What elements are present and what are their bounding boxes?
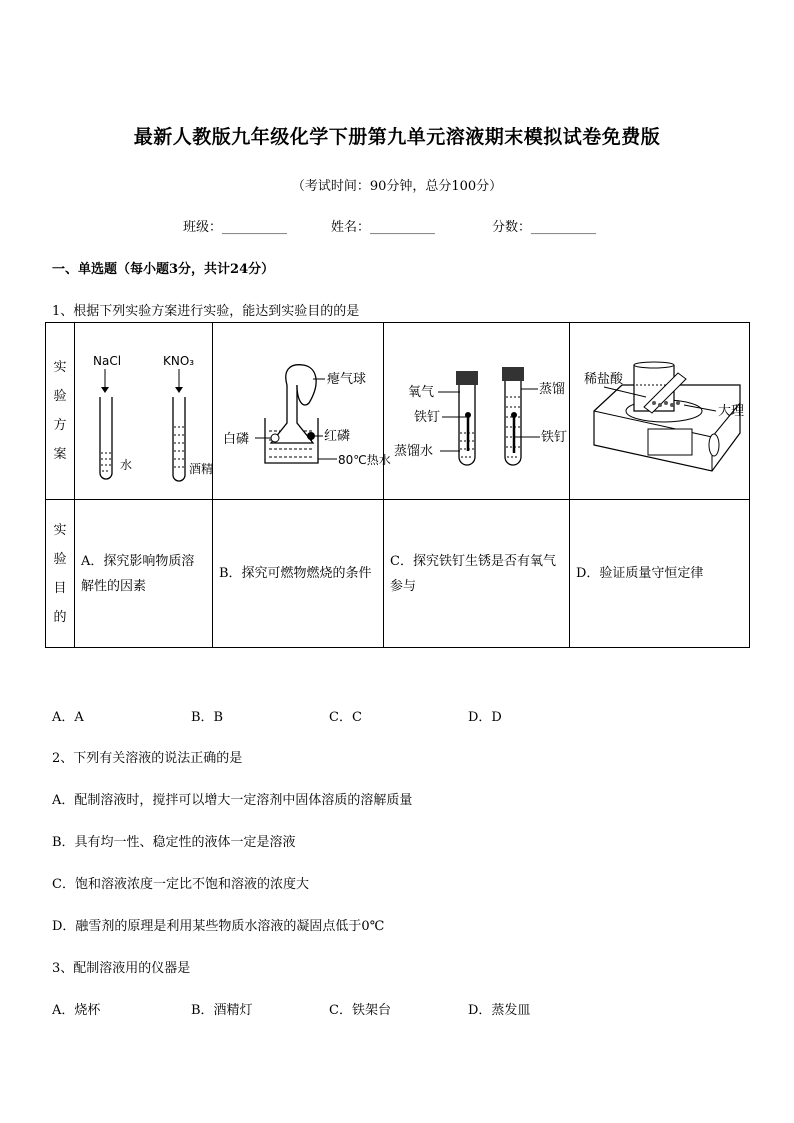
diagram-a-cell: [75, 323, 213, 500]
diagram-b-cell: [213, 323, 391, 500]
acid-label: 稀盐酸: [584, 372, 624, 387]
row-head-char: 验: [53, 389, 67, 404]
class-field: 班级：__________: [183, 220, 288, 235]
hot-water-label: 80℃热水: [338, 453, 391, 467]
purpose-c: C．探究铁钉生锈是否有氧气参与: [384, 500, 570, 648]
test-tube-1: [100, 397, 112, 479]
q1-option-b[interactable]: B．B: [191, 710, 224, 725]
row-head-char: 案: [53, 447, 67, 462]
combustion-diagram: [213, 323, 391, 495]
balance-diagram: [570, 323, 750, 495]
distilled-label: 蒸馏: [539, 382, 566, 397]
balance-knob: [709, 434, 719, 456]
stopper-1: [456, 371, 478, 385]
diagram-d-cell: [570, 323, 750, 500]
kno3-label: KNO₃: [163, 354, 195, 368]
row-head-char: 目: [53, 580, 67, 596]
purpose-d: D．验证质量守恒定律: [570, 500, 750, 648]
diagram-c-cell: [384, 323, 570, 500]
nacl-label: NaCl: [93, 354, 122, 368]
marble-label: 大理: [718, 404, 745, 419]
balance-display: [648, 429, 692, 455]
q2-option-c[interactable]: C．饱和溶液浓度一定比不饱和溶液的浓度大: [52, 877, 309, 892]
q1-option-d[interactable]: D．D: [468, 710, 502, 725]
row-head-char: 验: [53, 551, 67, 567]
distilled-water-label: 蒸馏水: [394, 444, 434, 459]
question-2-stem: 2、下列有关溶液的说法正确的是: [52, 751, 243, 766]
section-heading: 一、单选题（每小题3分，共计24分）: [52, 262, 275, 277]
water-label: 水: [120, 458, 133, 472]
q1-option-c[interactable]: C．C: [329, 710, 362, 725]
q3-option-b[interactable]: B．酒精灯: [191, 1003, 253, 1018]
page-title: 最新人教版九年级化学下册第九单元溶液期末模拟试卷免费版: [133, 126, 661, 148]
q2-option-b[interactable]: B．具有均一性、稳定性的液体一定是溶液: [52, 835, 296, 850]
stopper-2: [502, 367, 524, 381]
q2-option-a[interactable]: A．配制溶液时，搅拌可以增大一定溶剂中固体溶质的溶解质量: [52, 793, 413, 808]
question-1-stem: 1、根据下列实验方案进行实验，能达到实验目的的是: [52, 304, 360, 319]
q3-option-a[interactable]: A．烧杯: [52, 1003, 101, 1018]
row-head-char: 实: [53, 522, 67, 538]
alcohol-label: 酒精: [189, 462, 214, 476]
row-head-char: 的: [53, 609, 67, 625]
row-head-scheme: [46, 323, 75, 500]
red-phosphorus-label: 红磷: [324, 429, 351, 444]
row-head-char: 方: [53, 418, 67, 433]
purpose-b: B．探究可燃物燃烧的条件: [213, 500, 384, 648]
row-head-purpose: [46, 500, 75, 648]
row-head-char: 实: [53, 360, 67, 375]
q3-option-d[interactable]: D．蒸发皿: [468, 1003, 531, 1018]
rust-diagram: [384, 323, 570, 495]
nail-label-1: 铁钉: [414, 410, 441, 425]
oxygen-label: 氧气: [408, 385, 435, 400]
test-tubes-diagram: [75, 323, 213, 495]
balloon-label: 瘪气球: [327, 372, 367, 387]
red-phosphorus: [307, 432, 315, 440]
test-tube-2: [173, 397, 185, 481]
q1-option-a[interactable]: A．A: [52, 710, 84, 725]
score-field: 分数：__________: [492, 220, 597, 235]
question-3-stem: 3、配制溶液用的仪器是: [52, 961, 191, 976]
nail-label-2: 铁钉: [541, 430, 568, 445]
white-phosphorus: [271, 434, 279, 442]
exam-info: （考试时间：90分钟，总分100分）: [291, 179, 503, 194]
purpose-a: A．探究影响物质溶解性的因素: [75, 500, 213, 648]
name-field: 姓名：__________: [331, 220, 436, 235]
q3-option-c[interactable]: C．铁架台: [329, 1003, 391, 1018]
white-phosphorus-label: 白磷: [223, 432, 250, 447]
q2-option-d[interactable]: D．融雪剂的原理是利用某些物质水溶液的凝固点低于0℃: [52, 919, 385, 934]
experiment-table: [45, 322, 750, 648]
